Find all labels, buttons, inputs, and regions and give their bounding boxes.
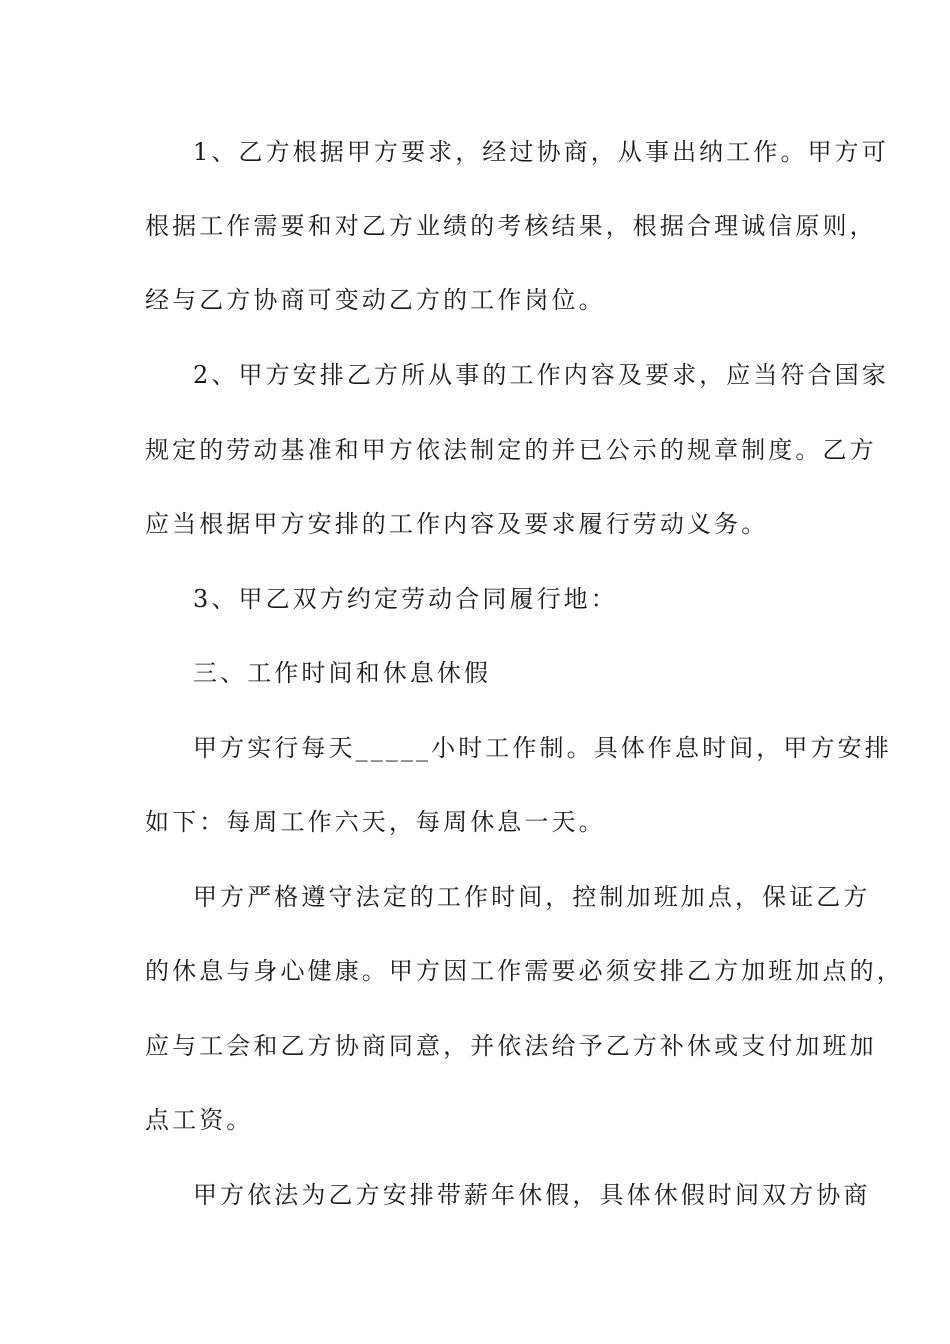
paragraph-line: 甲方实行每天_____小时工作制。具体作息时间，甲方安排 [193, 734, 892, 762]
paragraph-line: 应当根据甲方安排的工作内容及要求履行劳动义务。 [145, 510, 769, 538]
paragraph-line: 规定的劳动基准和甲方依法制定的并已公示的规章制度。乙方 [145, 436, 877, 464]
paragraph-line: 根据工作需要和对乙方业绩的考核结果，根据合理诚信原则， [145, 212, 877, 240]
section-heading: 三、工作时间和休息休假 [193, 659, 492, 687]
paragraph-line: 1、乙方根据甲方要求，经过协商，从事出纳工作。甲方可 [193, 138, 889, 166]
paragraph-line: 经与乙方协商可变动乙方的工作岗位。 [145, 286, 606, 314]
paragraph-line: 甲方依法为乙方安排带薪年休假，具体休假时间双方协商 [193, 1181, 871, 1209]
paragraph-line: 的休息与身心健康。甲方因工作需要必须安排乙方加班加点的， [145, 957, 904, 985]
paragraph-line: 2、甲方安排乙方所从事的工作内容及要求，应当符合国家 [193, 361, 889, 389]
paragraph-line: 应与工会和乙方协商同意，并依法给予乙方补休或支付加班加 [145, 1032, 877, 1060]
paragraph-line: 3、甲乙双方约定劳动合同履行地： [193, 585, 618, 613]
paragraph-line: 如下：每周工作六天，每周休息一天。 [145, 808, 606, 836]
paragraph-line: 甲方严格遵守法定的工作时间，控制加班加点，保证乙方 [193, 883, 871, 911]
paragraph-line: 点工资。 [145, 1106, 254, 1134]
